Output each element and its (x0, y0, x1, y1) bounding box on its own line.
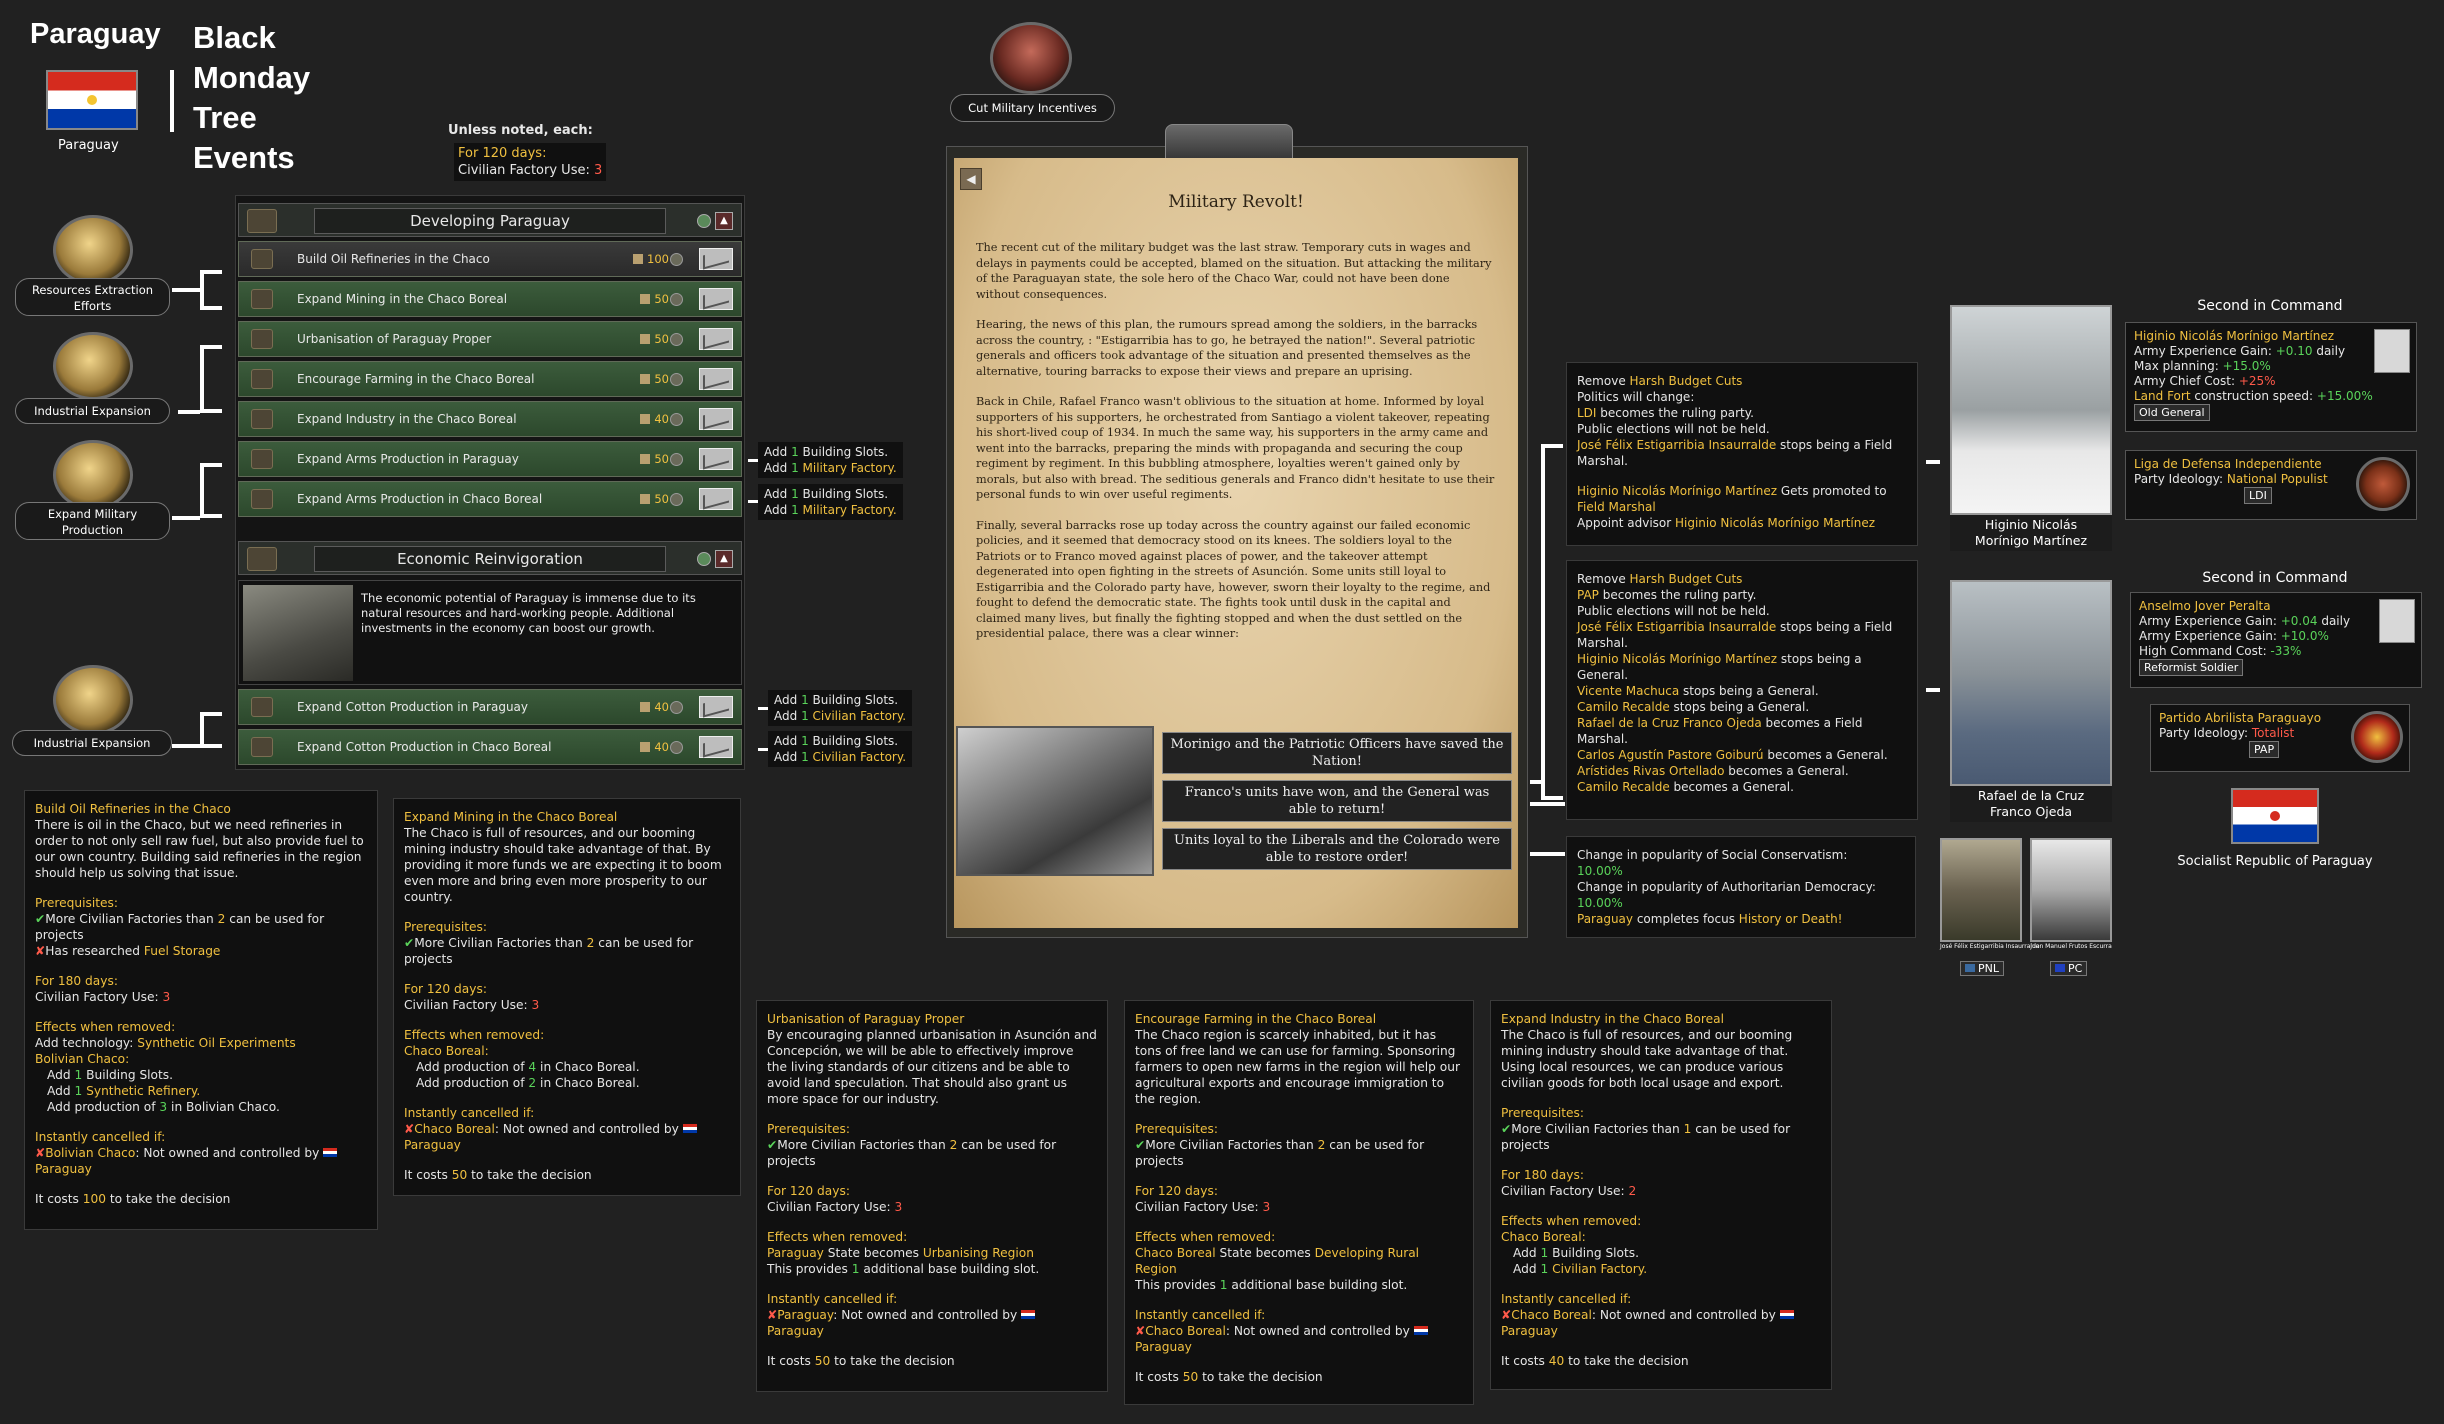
decision-cost: 50 (640, 322, 669, 356)
advisor-morinigo: Higinio Nicolás Morínigo Martínez Army Experience Gain: +0.10 daily Max planning: +15.0% Army Chief Cost: +25% Land Fort construction speed: +15.00% Old General (2125, 322, 2417, 432)
industry-medal-icon (53, 332, 133, 400)
decision-cost: 50 (640, 362, 669, 396)
estigarribia-portrait (1940, 838, 2022, 942)
mining-icon (251, 289, 273, 309)
decision-take-button[interactable] (699, 736, 733, 758)
category-description: The economic potential of Paraguay is immense due to its natural resources and hard-working people. Additional investments in the economy can boost our growth. (361, 591, 696, 635)
franco-portrait (1950, 580, 2112, 786)
decision-cost: 50 (640, 282, 669, 316)
urbanisation-icon (251, 329, 273, 349)
status-icon (670, 373, 683, 386)
title-divider (170, 70, 174, 132)
factory-photo (243, 585, 353, 681)
decision-cost: 50 (640, 442, 669, 476)
category-title: Developing Paraguay (314, 208, 666, 234)
decision-industry[interactable]: Expand Industry in the Chaco Boreal 40 (238, 401, 742, 437)
paraguay-flag (46, 70, 138, 130)
bracket-4 (200, 712, 222, 748)
resources-medal-icon (53, 215, 133, 285)
category-icon (247, 547, 277, 571)
status-icon (670, 453, 683, 466)
event-description: The recent cut of the military budget was the last straw. Temporary cuts in wages and delays in payments could be accepted, blamed on the situation. But attacking the military of the Paraguayan state, the sole hero of the Chaco War, could not have been done without consequences. Hearing, the news of this plan, the rumours spread among the soldiers, in the barracks across the country, : "Estigarribia has to go, he betrayed the nation!". Several patriotic generals and officers took advantage of the situation and presented themselves as the alternative, touring barracks to expose their views and prepare an uprising. Back in Chile, Rafael Franco wasn't oblivious to the situation at home. Informed by loyal supporters of his supporters, he orchestrated from Santiago a violent takeover, repeating his short-lived coup of 1934. In much the same way, his supporters in the army came and went into the barracks, preparing the minds with propaganda and securing the coup regiment by regiment. In this bubbling atmosphere, loyalties weren't gained only by morals, but also with bread. The seditious generals and Franco didn't hesitate to use their personal funds to win over useful regiments. Finally, several barracks rose up today across the country against our failed economic policies, and it seemed that democracy stood on its knees. The soldiers loyal to the Patriots or to Franco moved against places of power, and the takeover attempt degenerated into open fighting in the streets of Asunción. Some units still loyal to Estigarribia and the Colorado party have, however, sworn their loyalty to the regime, and fought to defend the democratic state. The fights took until dusk in the capital and claimed many lives, but finally the fighting stopped and when the dust settled on the presidential palace, there was a clear winner: (976, 241, 1495, 640)
arms-paraguay-effects: Add 1 Building Slots. Add 1 Military Factory. (758, 442, 903, 478)
bracket-1 (200, 270, 222, 310)
industry-icon (251, 409, 273, 429)
decision-cost: 100 (633, 242, 669, 276)
status-icon (670, 741, 683, 754)
outcome-liberals-effects: Change in popularity of Social Conservatism: 10.00% Change in popularity of Authoritarian Democracy: 10.00% Paraguay completes focus History or Death! (1566, 836, 1916, 938)
pap-emblem-icon (2351, 711, 2403, 763)
farming-icon (251, 369, 273, 389)
tooltip-urbanisation: Urbanisation of Paraguay Proper By encouraging planned urbanisation in Asunción and Concepción, we will be able to effectively improve the living standards of our citizens and be able to avoid land speculation. That should also grant us more space for our industry. Prerequisites: ✔More Civilian Factories than 2 can be used for projects For 120 days: Civilian Factory Use: 3 Effects when removed: Paraguay State becomes Urbanising Region This provides 1 additional base building slot. Instantly cancelled if: ✘Paraguay: Not owned and controlled by Paraguay It costs 50 to take the decision (756, 1000, 1108, 1392)
frutos-caption: Juan Manuel Frutos Escurra (2030, 943, 2112, 950)
frutos-portrait (2030, 838, 2112, 942)
trait-tag: Reformist Soldier (2139, 659, 2243, 676)
second-in-command-title-2: Second in Command (2202, 570, 2348, 586)
decision-take-button[interactable] (699, 288, 733, 310)
status-icon (670, 333, 683, 346)
advisor-portrait (2374, 329, 2410, 373)
back-arrow-icon[interactable]: ◀ (960, 168, 982, 190)
flag-caption: Paraguay (58, 138, 119, 153)
category-icon (247, 209, 277, 233)
bracket-3 (200, 463, 222, 518)
oil-icon (251, 249, 273, 269)
decision-take-button[interactable] (699, 448, 733, 470)
default-costs-note: Unless noted, each: For 120 days: Civilian Factory Use: 3 (446, 122, 606, 181)
decision-take-button[interactable] (699, 696, 733, 718)
country-name: Paraguay (30, 18, 161, 50)
event-photo (956, 726, 1154, 876)
category-title: Economic Reinvigoration (314, 546, 666, 572)
paraguay-flag-icon (1414, 1326, 1428, 1335)
decision-cost: 40 (640, 402, 669, 436)
pc-party-tag: PC (2050, 961, 2087, 976)
party-pap: Partido Abrilista Paraguayo Party Ideology: Totalist PAP (2150, 704, 2410, 772)
event-option-franco[interactable]: Franco's units have won, and the General was able to return! (1162, 780, 1512, 822)
decision-take-button[interactable] (699, 488, 733, 510)
estigarribia-caption: José Félix Estigarribia Insaurralde (1940, 943, 2040, 950)
decision-arms-chaco[interactable]: Expand Arms Production in Chaco Boreal 50 (238, 481, 742, 517)
cut-military-incentives-icon (990, 22, 1072, 94)
status-icon (670, 701, 683, 714)
trigger-focus-label: Cut Military Incentives (950, 94, 1115, 122)
trait-tag: Old General (2134, 404, 2210, 421)
arms-chaco-effects: Add 1 Building Slots. Add 1 Military Factory. (758, 484, 903, 520)
advisor-peralta: Anselmo Jover Peralta Army Experience Gain: +0.04 daily Army Experience Gain: +10.0% High Command Cost: -33% Reformist Soldier (2130, 592, 2422, 688)
decision-cost: 50 (640, 482, 669, 516)
status-icon (670, 413, 683, 426)
event-option-liberals[interactable]: Units loyal to the Liberals and the Colorado were able to restore order! (1162, 828, 1512, 870)
socialist-flag-caption: Socialist Republic of Paraguay (2177, 854, 2373, 869)
event-paper (954, 158, 1518, 928)
category-status-icon (697, 552, 711, 566)
category-header-developing[interactable] (238, 203, 742, 237)
tooltip-mining: Expand Mining in the Chaco Boreal The Chaco is full of resources, and our booming mining industry should take advantage of that. By providing it more funds we are expecting it to boom even more and bring even more prosperity to our country. Prerequisites: ✔More Civilian Factories than 2 can be used for projects For 120 days: Civilian Factory Use: 3 Effects when removed: Chaco Boreal: Add production of 4 in Chaco Boreal. Add production of 2 in Chaco Boreal. Instantly cancelled if: ✘Chaco Boreal: Not owned and controlled by Paraguay It costs 50 to take the decision (393, 798, 741, 1196)
status-icon (670, 293, 683, 306)
ldi-emblem-icon (2356, 457, 2410, 511)
paraguay-flag-icon (1780, 1310, 1794, 1319)
tooltip-farming: Encourage Farming in the Chaco Boreal The Chaco region is scarcely inhabited, but it has tons of free land we can use for farming. Sponsoring farmers to open new farms in the region will help our agricultural exports and encourage immigration to the region. Prerequisites: ✔More Civilian Factories than 2 can be used for projects For 120 days: Civilian Factory Use: 3 Effects when removed: Chaco Boreal State becomes Developing Rural Region This provides 1 additional base building slot. Instantly cancelled if: ✘Chaco Boreal: Not owned and controlled by Paraguay It costs 50 to take the decision (1124, 1000, 1474, 1405)
decision-mining[interactable]: Expand Mining in the Chaco Boreal 50 (238, 281, 742, 317)
socialist-paraguay-flag (2231, 788, 2319, 844)
category-description-box (238, 580, 742, 685)
pnl-party-tag: PNL (1960, 961, 2004, 976)
category-status-icon (697, 214, 711, 228)
decision-take-button[interactable] (699, 248, 733, 270)
decision-take-button[interactable] (699, 328, 733, 350)
cotton-icon (251, 697, 273, 717)
military-production-medal-icon (53, 440, 133, 510)
industry-medal-icon (53, 665, 133, 735)
page-title: Black Monday Tree Events (193, 20, 311, 175)
collapse-button[interactable]: ▲ (715, 212, 733, 230)
decision-cotton-chaco[interactable]: Expand Cotton Production in Chaco Boreal 40 (238, 729, 742, 765)
bracket-outcome-1 (1541, 444, 1563, 800)
paraguay-flag-icon (1021, 1310, 1035, 1319)
status-icon (670, 493, 683, 506)
medal-label-industrial-2: Industrial Expansion (12, 730, 172, 756)
paraguay-flag-icon (683, 1124, 697, 1133)
second-in-command-title-1: Second in Command (2197, 298, 2343, 314)
decision-arms-paraguay[interactable]: Expand Arms Production in Paraguay 50 (238, 441, 742, 477)
decision-take-button[interactable] (699, 368, 733, 390)
morinigo-name: Higinio Nicolás Morínigo Martínez (1950, 515, 2112, 551)
tooltip-oil-refineries: Build Oil Refineries in the Chaco There is oil in the Chaco, but we need refineries in order to not only sell raw fuel, but also provide fuel to our own country. Building said refineries in the region should help us solving that issue. Prerequisites: ✔More Civilian Factories than 2 can be used for projects ✘Has researched Fuel Storage For 180 days: Civilian Factory Use: 3 Effects when removed: Add technology: Synthetic Oil Experiments Bolivian Chaco: Add 1 Building Slots. Add 1 Synthetic Refinery. Add production of 3 in Bolivian Chaco. Instantly cancelled if: ✘Bolivian Chaco: Not owned and controlled by Paraguay It costs 100 to take the decision (24, 790, 378, 1230)
collapse-button[interactable]: ▲ (715, 550, 733, 568)
medal-label-military: Expand Military Production (15, 502, 170, 540)
event-option-morinigo[interactable]: Morinigo and the Patriotic Officers have saved the Nation! (1162, 732, 1512, 774)
outcome-franco-effects: Remove Harsh Budget Cuts PAP becomes the ruling party. Public elections will not be held. José Félix Estigarribia Insaurralde stops being a Field Marshal. Higinio Nicolás Morínigo Martínez stops being a General. Vicente Machuca stops being a General. Camilo Recalde stops being a General. Rafael de la Cruz Franco Ojeda becomes a Field Marshal. Carlos Agustín Pastore Goiburú becomes a General. Arístides Rivas Ortellado becomes a General. Camilo Recalde becomes a General. (1566, 560, 1918, 820)
decision-oil-refineries[interactable]: Build Oil Refineries in the Chaco 100 (238, 241, 742, 277)
decision-urbanisation[interactable]: Urbanisation of Paraguay Proper 50 (238, 321, 742, 357)
decision-cotton-paraguay[interactable]: Expand Cotton Production in Paraguay 40 (238, 689, 742, 725)
tooltip-industry: Expand Industry in the Chaco Boreal The Chaco is full of resources, and our booming mining industry should take advantage of that. Using local resources, we can produce various civilian goods for both local usage and export. Prerequisites: ✔More Civilian Factories than 1 can be used for projects For 180 days: Civilian Factory Use: 2 Effects when removed: Chaco Boreal: Add 1 Building Slots. Add 1 Civilian Factory. Instantly cancelled if: ✘Chaco Boreal: Not owned and controlled by Paraguay It costs 40 to take the decision (1490, 1000, 1832, 1390)
morinigo-portrait (1950, 305, 2112, 515)
arms-icon (251, 489, 273, 509)
cotton-paraguay-effects: Add 1 Building Slots. Add 1 Civilian Factory. (768, 690, 912, 726)
medal-label-industrial: Industrial Expansion (15, 398, 170, 424)
advisor-portrait (2379, 599, 2415, 643)
party-tag: LDI (2244, 487, 2272, 504)
status-icon (670, 253, 683, 266)
paraguay-flag-icon (323, 1148, 337, 1157)
arms-icon (251, 449, 273, 469)
medal-label-resources: Resources Extraction Efforts (15, 278, 170, 316)
decision-cost: 40 (640, 690, 669, 724)
party-ldi: Liga de Defensa Independiente Party Ideology: National Populist LDI (2125, 450, 2417, 520)
category-header-economic[interactable] (238, 541, 742, 575)
bracket-2 (200, 345, 222, 413)
cotton-icon (251, 737, 273, 757)
cotton-chaco-effects: Add 1 Building Slots. Add 1 Civilian Factory. (768, 731, 912, 767)
outcome-morinigo-effects: Remove Harsh Budget Cuts Politics will change: LDI becomes the ruling party. Public elections will not be held. José Félix Estigarribia Insaurralde stops being a Field Marshal. Higinio Nicolás Morínigo Martínez Gets promoted to Field Marshal Appoint advisor Higinio Nicolás Morínigo Martínez (1566, 362, 1918, 546)
event-title: Military Revolt! (1168, 192, 1304, 212)
franco-name: Rafael de la Cruz Franco Ojeda (1950, 786, 2112, 822)
decision-farming[interactable]: Encourage Farming in the Chaco Boreal 50 (238, 361, 742, 397)
party-tag: PAP (2249, 741, 2279, 758)
decision-take-button[interactable] (699, 408, 733, 430)
decision-cost: 40 (640, 730, 669, 764)
